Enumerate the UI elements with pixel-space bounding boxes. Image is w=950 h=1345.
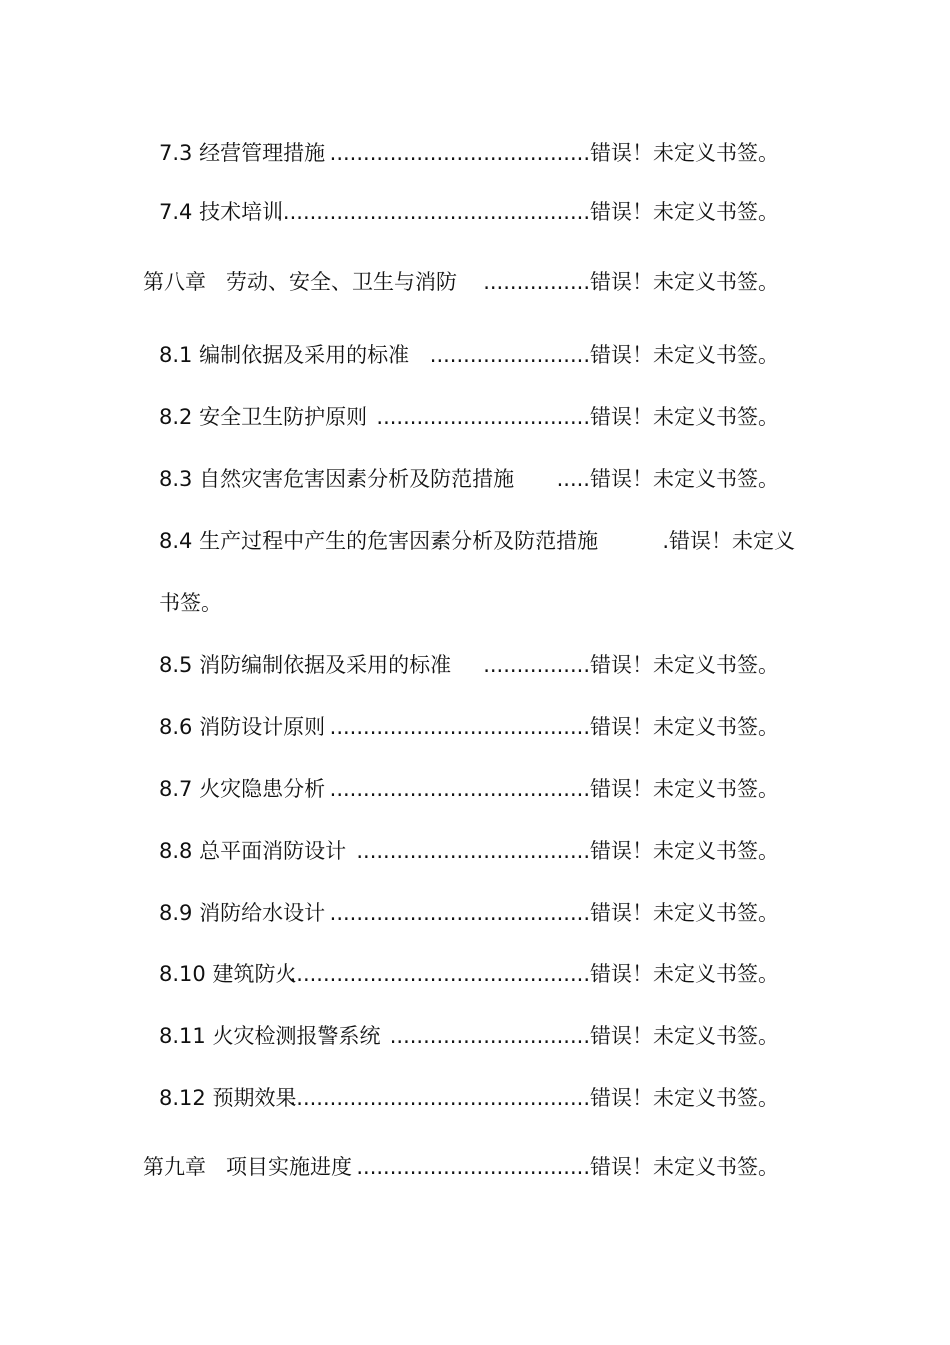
toc-entry-number: 8.8 — [159, 839, 193, 863]
toc-entry-ref: 错误！未定义书签。 — [590, 343, 779, 367]
toc-leader-dots: ................ — [483, 270, 590, 294]
toc-leader-dots: ............................................. — [289, 1086, 590, 1110]
toc-leader-dots: .............................. — [389, 1024, 590, 1048]
toc-entry-title: 经营管理措施 — [199, 141, 326, 165]
toc-entry-number: 8.6 — [159, 715, 193, 739]
toc-entry-number: 8.9 — [159, 901, 193, 925]
toc-entry-title: 安全卫生防护原则 — [199, 405, 368, 429]
toc-entry-title: 编制依据及采用的标准 — [199, 343, 410, 367]
toc-entry-number: 8.3 — [159, 467, 193, 491]
toc-entry-number: 8.2 — [159, 405, 193, 429]
toc-entry-title: 消防设计原则 — [199, 715, 326, 739]
toc-entry-title: 火灾检测报警系统 — [212, 1024, 381, 1048]
toc-entry-number: 8.1 — [159, 343, 193, 367]
toc-leader-dots: . — [662, 529, 669, 553]
toc-entry-ref: 错误！未定义书签。 — [590, 715, 779, 739]
toc-entry-ref: 错误！未定义书签。 — [590, 1086, 779, 1110]
toc-entry-number: 7.4 — [159, 200, 193, 224]
toc-leader-dots: ..... — [556, 467, 590, 491]
toc-leader-dots: ................ — [483, 653, 590, 677]
toc-entry-ref: 错误！未定义书签。 — [590, 141, 779, 165]
toc-entry-ref-continuation: 书签。 — [159, 591, 222, 615]
toc-entry-title: 生产过程中产生的危害因素分析及防范措施 — [199, 529, 599, 553]
toc-leader-dots: ............................................... — [276, 200, 590, 224]
toc-entry-number: 8.12 — [159, 1086, 206, 1110]
toc-entry-ref: 错误！未定义书签。 — [590, 839, 779, 863]
toc-leader-dots: ....................................... — [329, 141, 590, 165]
toc-entry-title: 总平面消防设计 — [199, 839, 347, 863]
toc-entry-number: 8.10 — [159, 962, 206, 986]
toc-entry-ref: 错误！未定义书签。 — [590, 200, 779, 224]
toc-entry-ref: 错误！未定义书签。 — [590, 962, 779, 986]
toc-entry-title: 消防给水设计 — [199, 901, 326, 925]
toc-entry-title: 火灾隐患分析 — [199, 777, 326, 801]
toc-entry-title: 建筑防火 — [212, 962, 297, 986]
toc-entry-title: 自然灾害危害因素分析及防范措施 — [199, 467, 515, 491]
toc-leader-dots: ....................................... — [329, 777, 590, 801]
toc-entry-ref: 错误！未定义书签。 — [590, 1024, 779, 1048]
toc-entry-ref: 错误！未定义书签。 — [590, 467, 779, 491]
toc-entry-number: 8.11 — [159, 1024, 206, 1048]
toc-leader-dots: ................................... — [356, 1155, 590, 1179]
toc-leader-dots: ....................................... — [329, 715, 590, 739]
toc-leader-dots: ................................... — [356, 839, 590, 863]
toc-entry-ref: 错误！未定义书签。 — [590, 653, 779, 677]
toc-entry-number: 8.5 — [159, 653, 193, 677]
toc-entry-number: 第八章 — [143, 270, 206, 294]
toc-entry-number: 8.4 — [159, 529, 193, 553]
toc-entry-ref: 错误！未定义书签。 — [590, 405, 779, 429]
toc-entry-title: 项目实施进度 — [226, 1155, 353, 1179]
toc-entry-ref: 错误！未定义 — [669, 529, 795, 553]
toc-entry-number: 7.3 — [159, 141, 193, 165]
toc-entry-number: 第九章 — [143, 1155, 206, 1179]
toc-entry-ref: 错误！未定义书签。 — [590, 270, 779, 294]
toc-entry-ref: 错误！未定义书签。 — [590, 777, 779, 801]
toc-entry-title: 预期效果 — [212, 1086, 297, 1110]
toc-entry-ref: 错误！未定义书签。 — [590, 901, 779, 925]
toc-leader-dots: ....................................... — [329, 901, 590, 925]
toc-entry-title: 劳动、安全、卫生与消防 — [226, 270, 458, 294]
toc-entry-ref: 错误！未定义书签。 — [590, 1155, 779, 1179]
toc-leader-dots: ................................ — [376, 405, 590, 429]
toc-entry-number: 8.7 — [159, 777, 193, 801]
toc-leader-dots: ............................................. — [289, 962, 590, 986]
toc-entry-title: 技术培训 — [199, 200, 284, 224]
toc-entry-title: 消防编制依据及采用的标准 — [199, 653, 452, 677]
toc-leader-dots: ........................ — [429, 343, 590, 367]
